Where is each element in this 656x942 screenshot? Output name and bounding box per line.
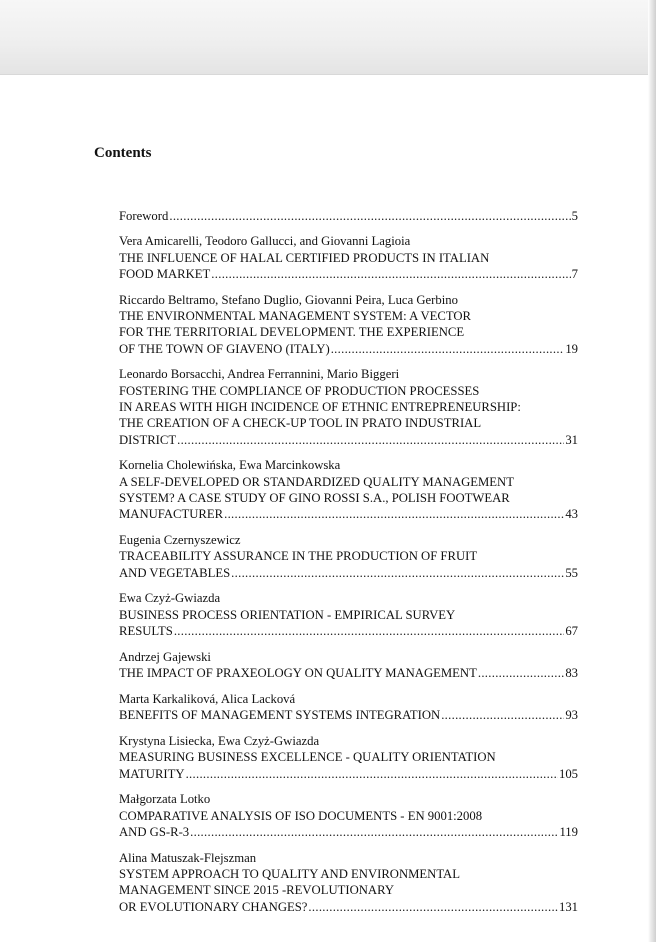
dot-leader bbox=[478, 665, 564, 681]
toc-entry-title-line: THE IMPACT OF PRAXEOLOGY ON QUALITY MANAGEMENT bbox=[119, 666, 477, 681]
dot-leader bbox=[331, 341, 565, 357]
toc-entry-title-line: THE ENVIRONMENTAL MANAGEMENT SYSTEM: A VECTOR bbox=[119, 308, 472, 323]
page-number[interactable]: 119 bbox=[559, 825, 578, 839]
page-number[interactable]: 55 bbox=[565, 565, 578, 580]
toc-entry-last-line bbox=[119, 623, 578, 639]
dot-leader bbox=[441, 707, 564, 723]
toc-entry-last-line bbox=[119, 341, 578, 357]
toc-entry[interactable] bbox=[119, 691, 578, 724]
toc-entry-title-line: SYSTEM APPROACH TO QUALITY AND ENVIRONMENTAL bbox=[119, 867, 460, 882]
toc-entry-title-line: A SELF-DEVELOPED OR STANDARDIZED QUALITY MANAGEMENT bbox=[119, 474, 514, 489]
page-number[interactable]: 83 bbox=[565, 666, 578, 681]
toc-entry-title-line: RESULTS bbox=[119, 624, 173, 639]
toc-entry-authors: Ewa Czyż-Gwiazda bbox=[119, 591, 221, 606]
toc-entry[interactable] bbox=[119, 791, 578, 840]
dot-leader bbox=[231, 565, 564, 581]
toc-entry-title-line: THE CREATION OF A CHECK-UP TOOL IN PRATO INDUSTRIAL bbox=[119, 416, 482, 431]
toc-entry-title-line: MANUFACTURER bbox=[119, 507, 224, 522]
dot-leader bbox=[211, 266, 570, 282]
dot-leader bbox=[169, 208, 570, 224]
toc-entry-authors: Alina Matuszak-Flejszman bbox=[119, 850, 257, 865]
toc-entry[interactable] bbox=[119, 366, 578, 447]
toc-entry-title-line: FOOD MARKET bbox=[119, 266, 211, 281]
toc-entry-authors: Riccardo Beltramo, Stefano Duglio, Giovanni Peira, Luca Gerbino bbox=[119, 292, 458, 307]
toc-entry-authors: Leonardo Borsacchi, Andrea Ferrannini, Mario Biggeri bbox=[119, 367, 400, 382]
toc-entry-title-line: AND GS-R-3 bbox=[119, 825, 190, 839]
toc-entry-authors: Kornelia Cholewińska, Ewa Marcinkowska bbox=[119, 458, 341, 473]
contents-heading: Contents bbox=[94, 145, 152, 161]
toc-entry-title-line: OF THE TOWN OF GIAVENO (ITALY) bbox=[119, 341, 330, 356]
toc-entry-title-line: Foreword bbox=[119, 209, 169, 223]
toc-entry-authors: Vera Amicarelli, Teodoro Gallucci, and Giovanni Lagioia bbox=[119, 234, 411, 249]
page-number[interactable]: 5 bbox=[571, 209, 578, 223]
dot-leader bbox=[177, 432, 564, 448]
toc-entry-title-line: FOSTERING THE COMPLIANCE OF PRODUCTION PROCESSES bbox=[119, 383, 480, 398]
toc-entry[interactable] bbox=[119, 532, 578, 581]
toc-entry-title-line: BENEFITS OF MANAGEMENT SYSTEMS INTEGRATION bbox=[119, 708, 441, 723]
table-of-contents bbox=[119, 208, 578, 924]
toc-entry-last-line bbox=[119, 899, 578, 915]
toc-entry-title-line: IN AREAS WITH HIGH INCIDENCE OF ETHNIC ENTREPRENEURSHIP: bbox=[119, 399, 521, 414]
toc-entry-title-line: OR EVOLUTIONARY CHANGES? bbox=[119, 899, 308, 914]
toc-entry[interactable] bbox=[119, 590, 578, 639]
toc-entry[interactable] bbox=[119, 733, 578, 782]
toc-entry-last-line bbox=[119, 208, 578, 224]
toc-entry-title-line: BUSINESS PROCESS ORIENTATION - EMPIRICAL SURVEY bbox=[119, 607, 456, 622]
toc-entry-last-line bbox=[119, 266, 578, 282]
toc-entry-authors: Eugenia Czernyszewicz bbox=[119, 533, 241, 548]
toc-entry[interactable] bbox=[119, 850, 578, 915]
toc-entry-title-line: THE INFLUENCE OF HALAL CERTIFIED PRODUCTS IN ITALIAN bbox=[119, 250, 490, 265]
page-number[interactable]: 67 bbox=[565, 624, 578, 639]
page-number[interactable]: 93 bbox=[565, 708, 578, 723]
toc-entry-title-line: DISTRICT bbox=[119, 432, 177, 447]
toc-entry-last-line bbox=[119, 565, 578, 581]
dot-leader bbox=[186, 766, 558, 782]
page-right-edge bbox=[648, 0, 656, 942]
dot-leader bbox=[174, 623, 564, 639]
toc-entry[interactable] bbox=[119, 208, 578, 224]
page-number[interactable]: 19 bbox=[565, 341, 578, 356]
dot-leader bbox=[308, 899, 558, 915]
toc-entry-title-line: COMPARATIVE ANALYSIS OF ISO DOCUMENTS - EN 9001:2008 bbox=[119, 808, 483, 823]
toc-entry-title-line: MATURITY bbox=[119, 766, 185, 781]
toc-entry-last-line bbox=[119, 707, 578, 723]
toc-entry-title-line: MEASURING BUSINESS EXCELLENCE - QUALITY ORIENTATION bbox=[119, 750, 496, 765]
toc-entry[interactable] bbox=[119, 233, 578, 282]
page-number[interactable]: 31 bbox=[565, 432, 578, 447]
toc-entry-last-line bbox=[119, 506, 578, 522]
toc-entry-authors: Małgorzata Lotko bbox=[119, 792, 211, 807]
toc-entry-title-line: FOR THE TERRITORIAL DEVELOPMENT. THE EXPERIENCE bbox=[119, 325, 465, 340]
page-number[interactable]: 43 bbox=[565, 507, 578, 522]
toc-entry-last-line bbox=[119, 432, 578, 448]
toc-entry-title-line: TRACEABILITY ASSURANCE IN THE PRODUCTION OF FRUIT bbox=[119, 549, 478, 564]
page-number[interactable]: 131 bbox=[558, 899, 578, 914]
page-number[interactable]: 7 bbox=[571, 266, 578, 281]
dot-leader bbox=[190, 824, 558, 840]
toc-entry-title-line: SYSTEM? A CASE STUDY OF GINO ROSSI S.A., POLISH FOOTWEAR bbox=[119, 490, 510, 505]
toc-entry-authors: Krystyna Lisiecka, Ewa Czyż-Gwiazda bbox=[119, 734, 320, 749]
toc-entry[interactable] bbox=[119, 292, 578, 357]
toc-entry-authors: Marta Karkaliková, Alica Lacková bbox=[119, 691, 296, 706]
toc-entry[interactable] bbox=[119, 457, 578, 522]
viewer-top-band bbox=[0, 0, 648, 75]
toc-entry[interactable] bbox=[119, 649, 578, 682]
toc-entry-last-line bbox=[119, 665, 578, 681]
toc-entry-title-line: AND VEGETABLES bbox=[119, 565, 231, 580]
page-number[interactable]: 105 bbox=[558, 766, 578, 781]
toc-entry-last-line bbox=[119, 824, 578, 840]
dot-leader bbox=[224, 506, 564, 522]
toc-entry-last-line bbox=[119, 766, 578, 782]
toc-entry-authors: Andrzej Gajewski bbox=[119, 649, 211, 664]
toc-entry-title-line: MANAGEMENT SINCE 2015 -REVOLUTIONARY bbox=[119, 883, 395, 898]
